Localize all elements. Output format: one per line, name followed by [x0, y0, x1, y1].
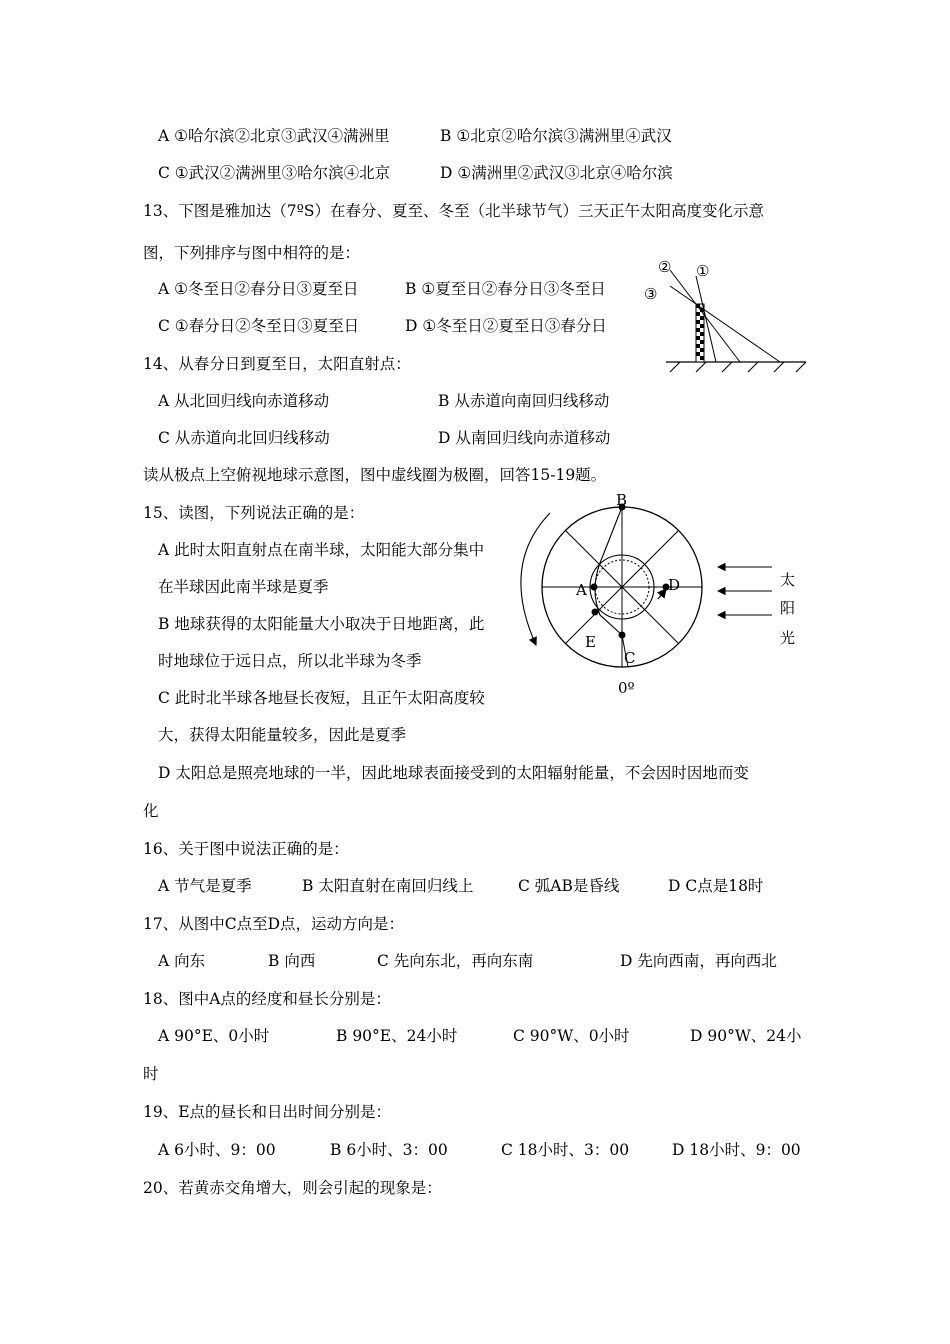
q15-option-d-line1: D 太阳总是照亮地球的一半，因此地球表面接受到的太阳辐射能量，不会因时因地而变: [158, 764, 749, 782]
q18-option-d-line1: D 90°W、24小: [690, 1027, 802, 1045]
sunlight-arrows: [718, 567, 772, 615]
q16-stem: 16、关于图中说法正确的是：: [143, 840, 349, 858]
q14-option-b: B 从赤道向南回归线移动: [438, 392, 610, 410]
ray-3: [670, 286, 780, 362]
q15-option-a-line2: 在半球因此南半球是夏季: [158, 578, 329, 596]
q15-19-intro: 读从极点上空俯视地球示意图，图中虚线圈为极圈，回答15-19题。: [143, 466, 607, 484]
q18-option-a: A 90°E、0小时: [158, 1027, 270, 1045]
sunlight-label-2: 阳: [780, 599, 796, 617]
q16-option-d: D C点是18时: [668, 877, 764, 895]
point-a: [591, 584, 598, 591]
q12-option-d: D ①满洲里②武汉③北京④哈尔滨: [440, 164, 673, 182]
q13-sun-angle-figure: [640, 250, 820, 380]
q19-option-d: D 18小时、9：00: [672, 1141, 801, 1159]
q17-option-d: D 先向西南，再向西北: [620, 952, 777, 970]
q13-stem-line2: 图，下列排序与图中相符的是：: [143, 244, 361, 262]
q19-stem: 19、E点的昼长和日出时间分别是：: [143, 1103, 392, 1121]
q17-stem: 17、从图中C点至D点，运动方向是：: [143, 915, 405, 933]
q18-option-b: B 90°E、24小时: [336, 1027, 458, 1045]
q18-stem: 18、图中A点的经度和昼长分别是：: [143, 990, 391, 1008]
label-e: E: [585, 633, 596, 651]
ray-label-3: ③: [644, 285, 658, 303]
q13-stem-line1: 13、下图是雅加达（7ºS）在春分、夏至、冬至（北半球节气）三天正午太阳高度变化示意: [143, 202, 764, 220]
q19-option-c: C 18小时、3：00: [501, 1141, 630, 1159]
q15-option-b-line2: 时地球位于远日点，所以北半球为冬季: [158, 652, 422, 670]
q14-option-d: D 从南回归线向赤道移动: [438, 429, 611, 447]
q12-option-c: C ①武汉②满洲里③哈尔滨④北京: [158, 164, 391, 182]
q17-option-b: B 向西: [268, 952, 316, 970]
point-c: [619, 632, 626, 639]
ground-hatching: [670, 362, 806, 372]
q18-option-c: C 90°W、0小时: [513, 1027, 630, 1045]
label-b: B: [616, 491, 628, 509]
ray-label-1: ①: [696, 262, 710, 280]
q13-option-a: A ①冬至日②春分日③夏至日: [158, 280, 359, 298]
q19-option-b: B 6小时、3：00: [330, 1141, 448, 1159]
q13-option-c: C ①春分日②冬至日③夏至日: [158, 317, 360, 335]
q17-option-a: A 向东: [158, 952, 206, 970]
label-c: C: [624, 649, 636, 667]
q15-option-c-line1: C 此时北半球各地昼长夜短，且正午太阳高度较: [158, 689, 485, 707]
q15-option-b-line1: B 地球获得的太阳能量大小取决于日地距离，此: [158, 615, 485, 633]
q19-option-a: A 6小时、9：00: [158, 1141, 276, 1159]
q12-option-b: B ①北京②哈尔滨③满洲里④武汉: [440, 127, 672, 145]
q15-stem: 15、读图，下列说法正确的是：: [143, 504, 365, 522]
point-e: [592, 609, 599, 616]
q12-option-a: A ①哈尔滨②北京③武汉④满洲里: [158, 127, 390, 145]
q14-stem: 14、从春分日到夏至日，太阳直射点：: [143, 355, 411, 373]
q20-stem: 20、若黄赤交角增大，则会引起的现象是：: [143, 1179, 442, 1197]
q15-option-c-line2: 大，获得太阳能量较多，因此是夏季: [158, 726, 407, 744]
q16-option-c: C 弧AB是昏线: [518, 877, 620, 895]
sunlight-label-3: 光: [780, 629, 796, 647]
q16-option-a: A 节气是夏季: [158, 877, 252, 895]
q15-option-d-line2: 化: [143, 802, 159, 820]
rotation-arrow-d: [658, 589, 666, 599]
sunlight-label-1: 太: [780, 571, 796, 589]
q17-option-c: C 先向东北，再向东南: [377, 952, 534, 970]
q14-option-a: A 从北回归线向赤道移动: [158, 392, 330, 410]
q16-option-b: B 太阳直射在南回归线上: [302, 877, 474, 895]
earth-rotation-arrow: [521, 513, 550, 645]
polar-view-figure: [510, 491, 810, 705]
ray-label-2: ②: [658, 258, 672, 276]
q15-option-a-line1: A 此时太阳直射点在南半球，太阳能大部分集中: [158, 541, 485, 559]
label-zero-degree: 0º: [618, 679, 635, 697]
label-a: A: [576, 581, 587, 599]
label-d: D: [668, 576, 681, 594]
q13-option-b: B ①夏至日②春分日③冬至日: [405, 280, 606, 298]
q14-option-c: C 从赤道向北回归线移动: [158, 429, 330, 447]
q13-option-d: D ①冬至日②夏至日③春分日: [405, 317, 607, 335]
q18-option-d-line2: 时: [143, 1065, 159, 1083]
